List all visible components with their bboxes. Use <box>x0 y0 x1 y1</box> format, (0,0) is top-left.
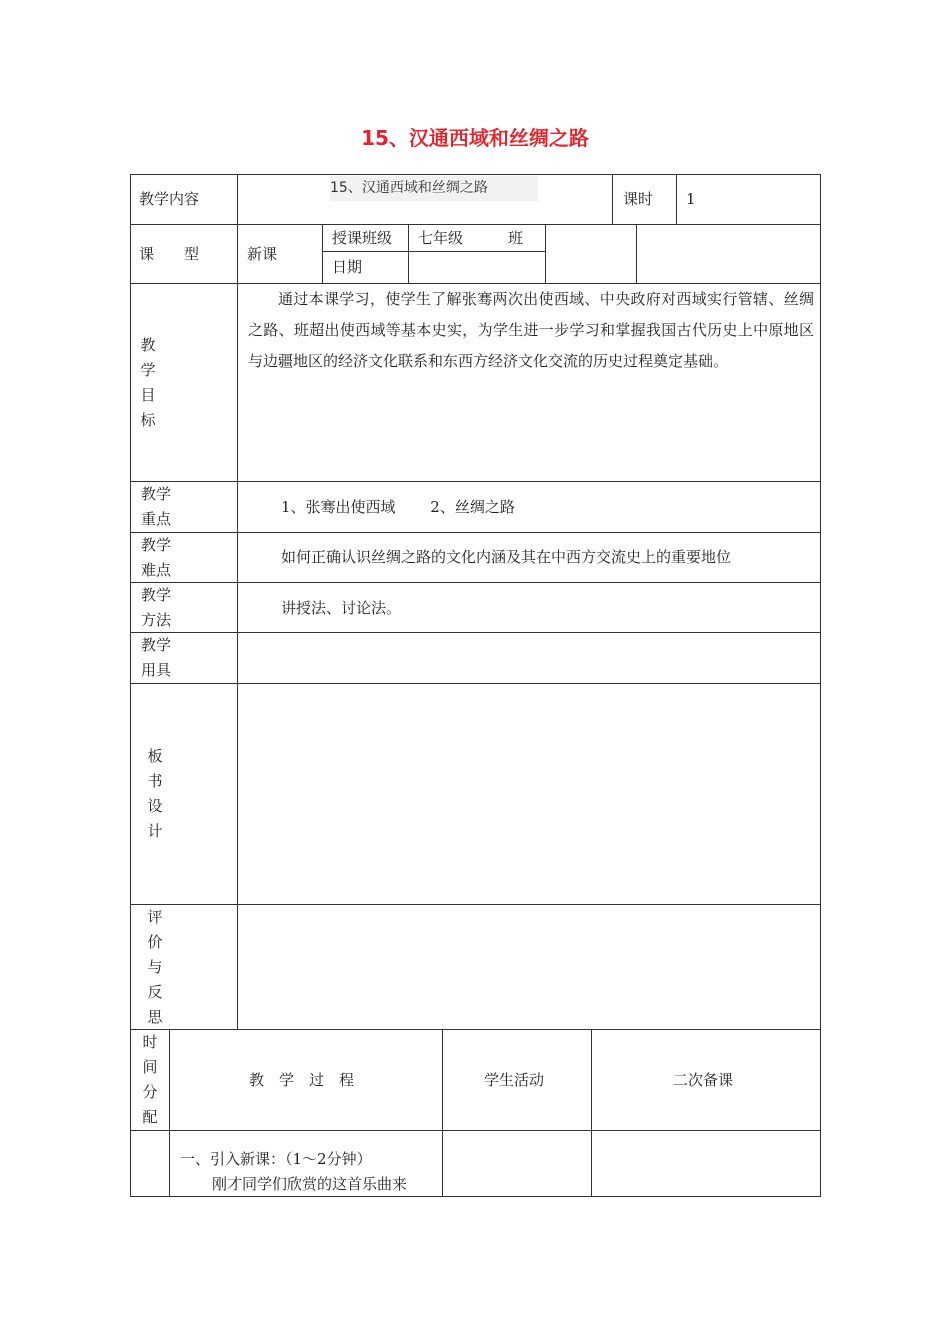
process-row-line2: 刚才同学们欣赏的这首乐曲来 <box>212 1175 408 1193</box>
goals-text: 通过本课学习，使学生了解张骞两次出使西域、中央政府对西域实行管辖、丝绸之路、班超出使西域等基本史实，为学生进一步学习和掌握我国古代历史上中原地区与边疆地区的经济文化联系和东西方经济文化交流的历史过程奠定基础。 <box>248 290 814 370</box>
board-label: 板 书 设 计 <box>147 747 163 840</box>
key-points-label: 教学 重点 <box>140 485 171 528</box>
tools-label: 教学 用具 <box>140 636 171 679</box>
methods-text: 讲授法、讨论法。 <box>281 599 402 617</box>
goals-label: 教 学 目 标 <box>140 336 156 429</box>
process-header: 教 学 过 程 <box>249 1071 355 1089</box>
period-value: 1 <box>686 190 696 208</box>
reflection-label: 评 价 与 反 思 <box>147 908 163 1026</box>
period-label: 课时 <box>623 190 654 208</box>
difficulties-text: 如何正确认识丝绸之路的文化内涵及其在中西方交流史上的重要地位 <box>281 548 732 566</box>
class-label: 授课班级 <box>332 229 393 247</box>
type-label: 课 型 <box>139 245 200 263</box>
methods-label: 教学 方法 <box>140 586 171 629</box>
content-label: 教学内容 <box>139 190 200 208</box>
process-row-line1: 一、引入新课：（1～2分钟） <box>180 1150 372 1168</box>
date-label: 日期 <box>332 258 363 276</box>
class-value: 七年级 班 <box>418 229 524 247</box>
secondary-prep-header: 二次备课 <box>673 1071 734 1089</box>
document-title: 15、汉通西域和丝绸之路 <box>361 126 589 150</box>
difficulties-label: 教学 难点 <box>140 536 171 579</box>
student-activity-header: 学生活动 <box>484 1071 545 1089</box>
time-allocation-label: 时 间 分 配 <box>142 1033 158 1126</box>
content-value: 15、汉通西域和丝绸之路 <box>330 176 538 201</box>
key-points-text: 1、张骞出使西域 2、丝绸之路 <box>281 498 515 516</box>
type-value: 新课 <box>247 245 278 263</box>
